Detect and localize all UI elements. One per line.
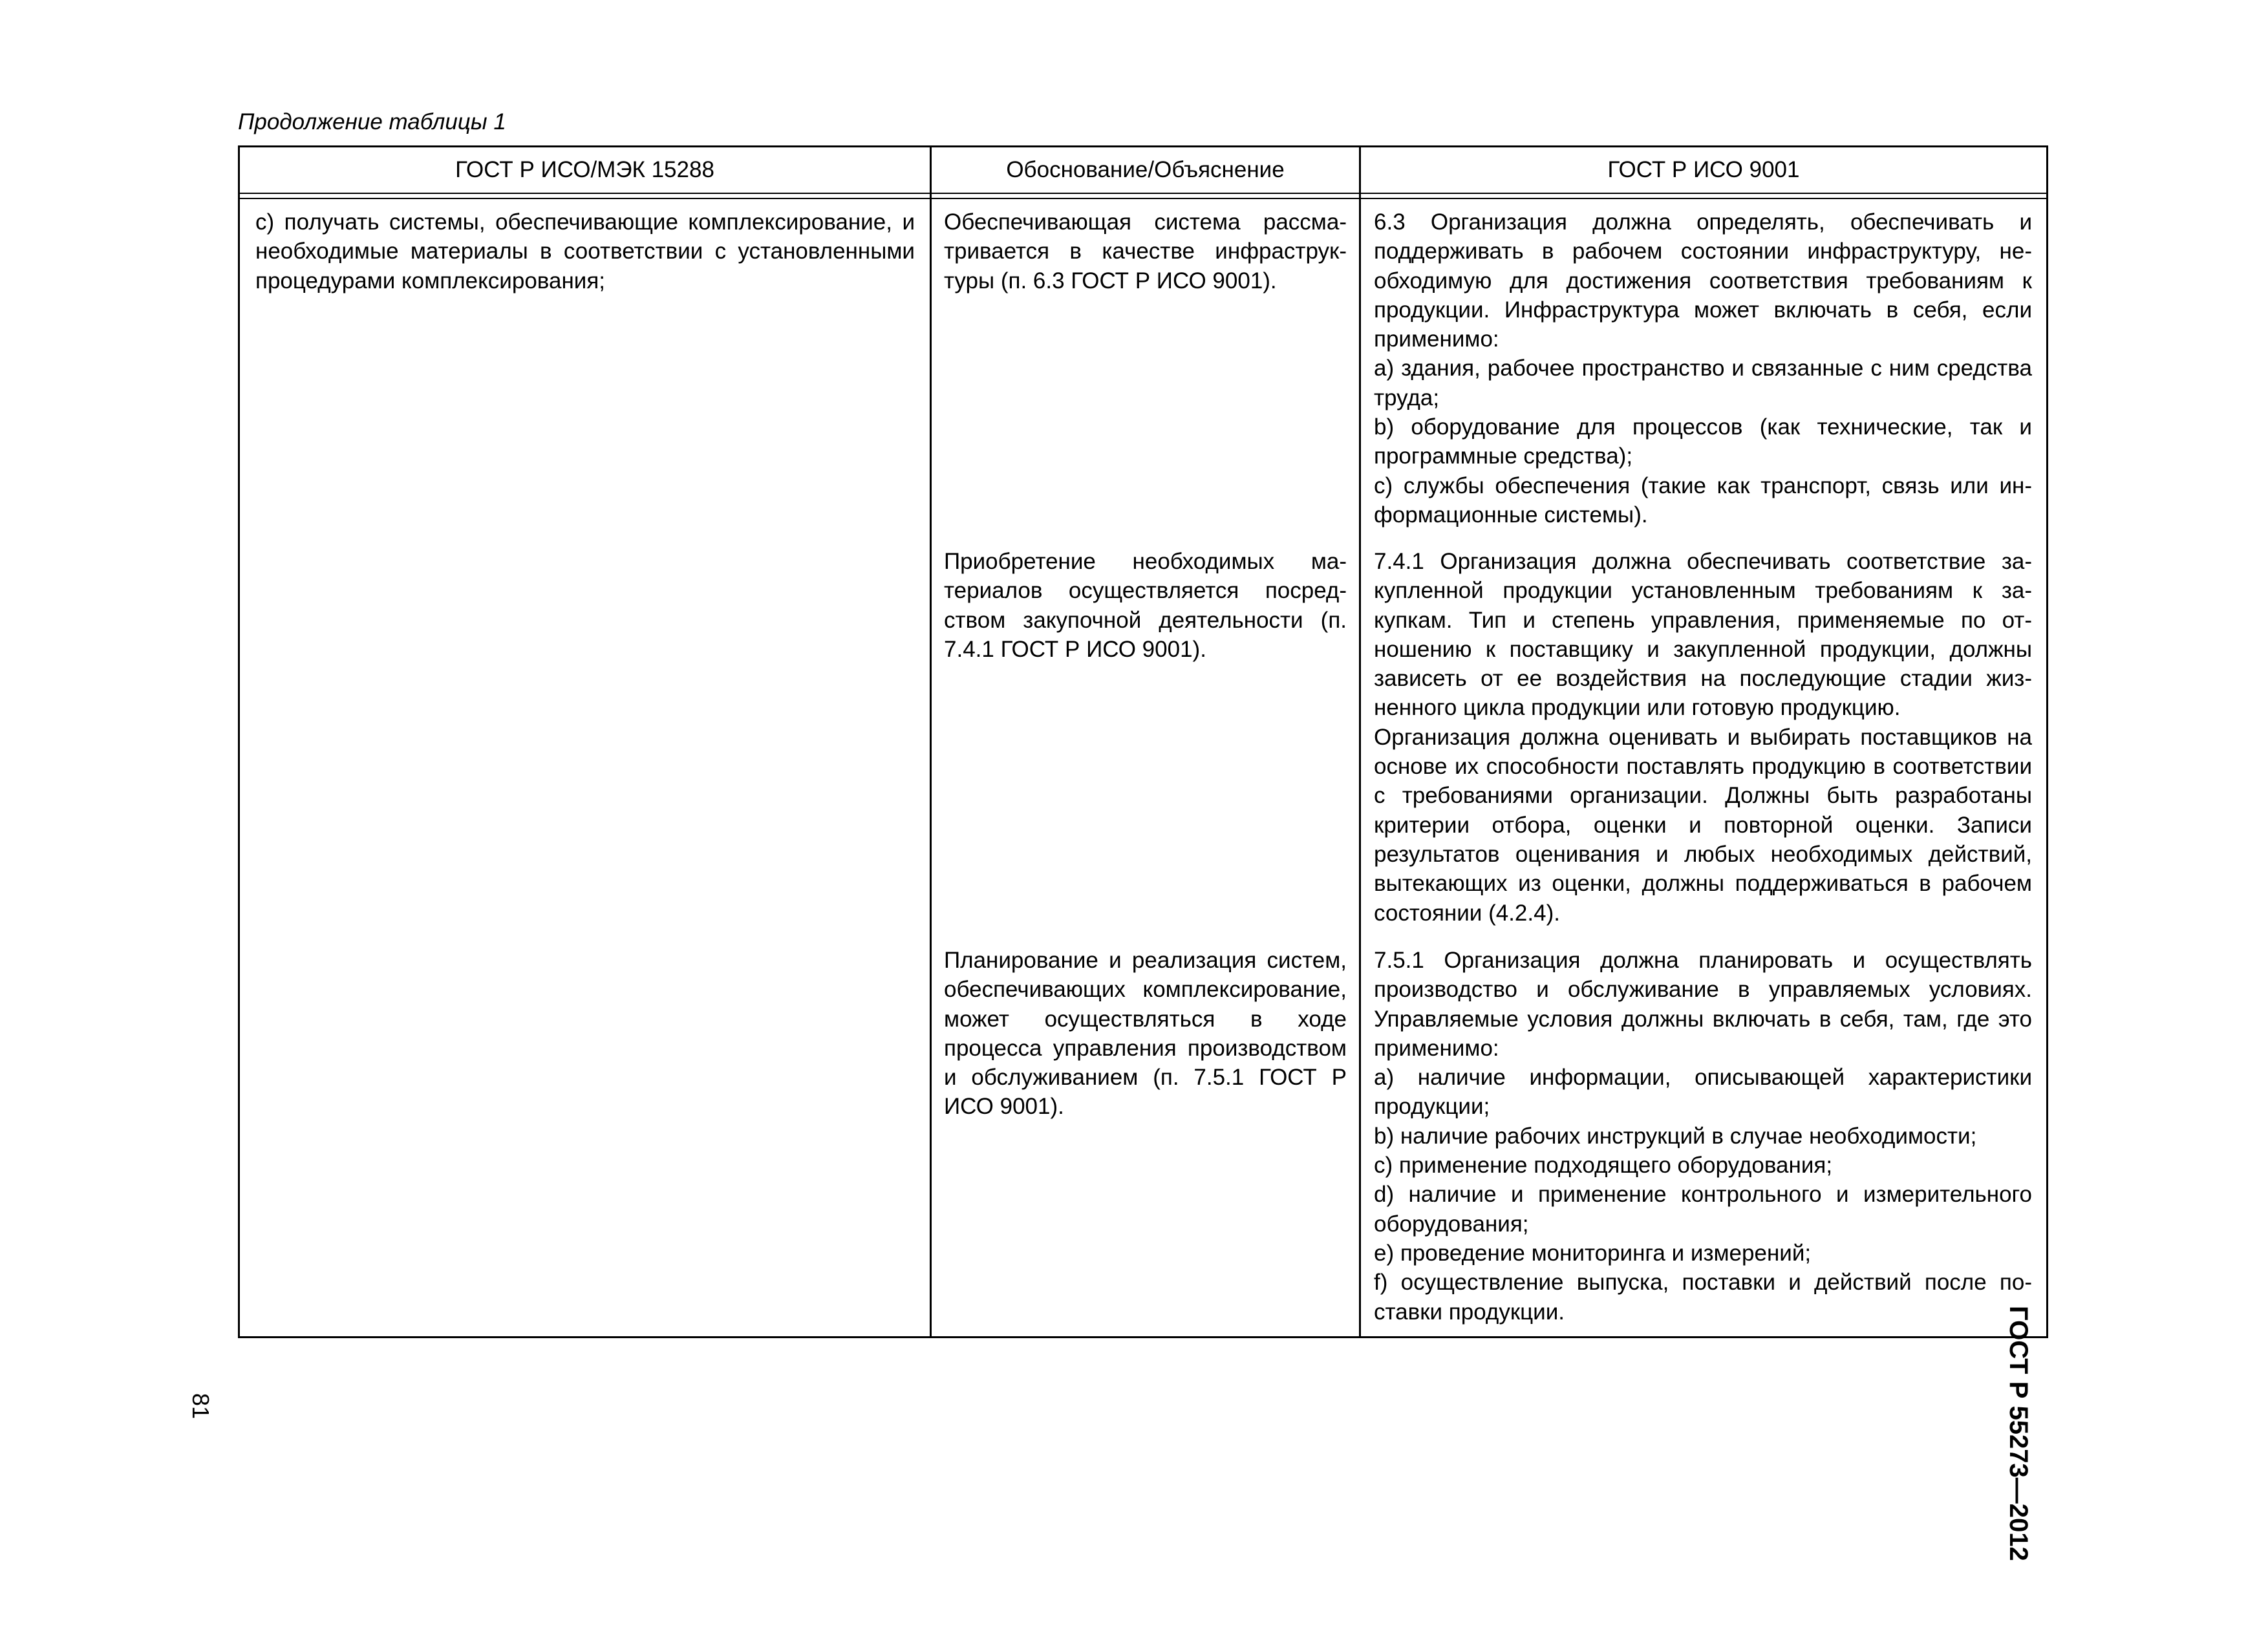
header-gost-iso-9001: ГОСТ Р ИСО 9001 bbox=[1607, 157, 1800, 182]
clause-7-4-1-para-2: Организация должна оценивать и выбирать поставщиков на основе их способности поставлять продукцию в соответствии с требованиями организации. Должны быть разработаны критерии отбора, оценки и повторной оценки. Записи результатов оценивания и любых необходимых действий, вытекающих из оценки, должны поддерживаться в рабочем состоянии (4.2.4). bbox=[1374, 724, 2032, 926]
header-rule-bottom bbox=[240, 198, 2046, 199]
clause-7-4-1-para-1: 7.4.1 Организация должна обеспечивать соответствие закупленной продукции установленным требованиям к закупкам. Тип и степень управления, применяемые по отношению к поставщику и закупленной продукции, должны зависеть от ее воздействия на последующие стадии жизненного цикла продукции или готовую продукцию. bbox=[1374, 549, 2032, 721]
clause-6-3 bbox=[1374, 208, 2032, 529]
clause-7-5-1 bbox=[1374, 946, 2032, 1327]
clause-7-5-1-item-e: e) проведение мониторинга и измерений; bbox=[1374, 1240, 1812, 1266]
clause-6-3-intro: 6.3 Организация должна определять, обеспечивать и поддерживать в рабочем состоянии инфраструктуру, необходимую для достижения соответствия требованиям к продукции. Инфраструктура может включать в себя, если применимо: bbox=[1374, 209, 2032, 352]
clause-7-5-1-item-d: d) наличие и применение контрольного и измерительного оборудования; bbox=[1374, 1182, 2032, 1237]
clause-7-5-1-item-f: f) осуществление выпуска, поставки и действий после поставки продукции. bbox=[1374, 1270, 2032, 1325]
clause-6-3-item-a: a) здания, рабочее пространство и связанные с ним средства труда; bbox=[1374, 356, 2032, 410]
justification-infrastructure: Обеспечивающая система рассматривается в качестве инфраструктуры (п. 6.3 ГОСТ Р ИСО 9001). bbox=[944, 209, 1347, 293]
clause-7-5-1-item-c: c) применение подходящего оборудования; bbox=[1374, 1153, 1833, 1178]
page-number: 81 bbox=[187, 1392, 215, 1420]
clause-7-5-1-item-b: b) наличие рабочих инструкций в случае необходимости; bbox=[1374, 1123, 1977, 1149]
clause-6-3-item-b: b) оборудование для процессов (как технические, так и программные средства); bbox=[1374, 414, 2032, 469]
clause-7-4-1 bbox=[1374, 547, 2032, 928]
comparison-table bbox=[238, 145, 2048, 1338]
header-rule-top bbox=[240, 193, 2046, 194]
table-header-row bbox=[240, 147, 2046, 193]
clause-7-5-1-intro: 7.5.1 Организация должна планировать и осуществлять производство и обслуживание в управляемых условиях. Управляемые условия должны включать в себя, там, где это применимо: bbox=[1374, 948, 2032, 1061]
table-continuation-caption: Продолжение таблицы 1 bbox=[238, 109, 506, 134]
column-divider-2 bbox=[1359, 147, 1361, 1336]
justification-production: Планирование и реализация систем, обеспечивающих комплексирование, может осуществляться в ходе процесса управления производством и обслуживанием (п. 7.5.1 ГОСТ Р ИСО 9001). bbox=[944, 948, 1347, 1120]
justification-purchasing: Приобретение необходимых материалов осуществляется посредством закупочной деятельности (п. 7.4.1 ГОСТ Р ИСО 9001). bbox=[944, 549, 1347, 662]
document-designation: ГОСТ Р 55273—2012 bbox=[2004, 1306, 2033, 1561]
clause-6-3-item-c: c) службы обеспечения (такие как транспорт, связь или информационные системы). bbox=[1374, 473, 2032, 528]
requirement-c-text: с) получать системы, обеспечивающие комплексирование, и необходимые материалы в соответствии с установленными процедурами комплексирования; bbox=[255, 209, 915, 293]
header-justification: Обоснование/Объяснение bbox=[1006, 157, 1285, 182]
clause-7-5-1-item-a: a) наличие информации, описывающей характеристики продукции; bbox=[1374, 1065, 2032, 1120]
header-gost-iso-iec-15288: ГОСТ Р ИСО/МЭК 15288 bbox=[455, 157, 714, 182]
column-divider-1 bbox=[930, 147, 932, 1336]
